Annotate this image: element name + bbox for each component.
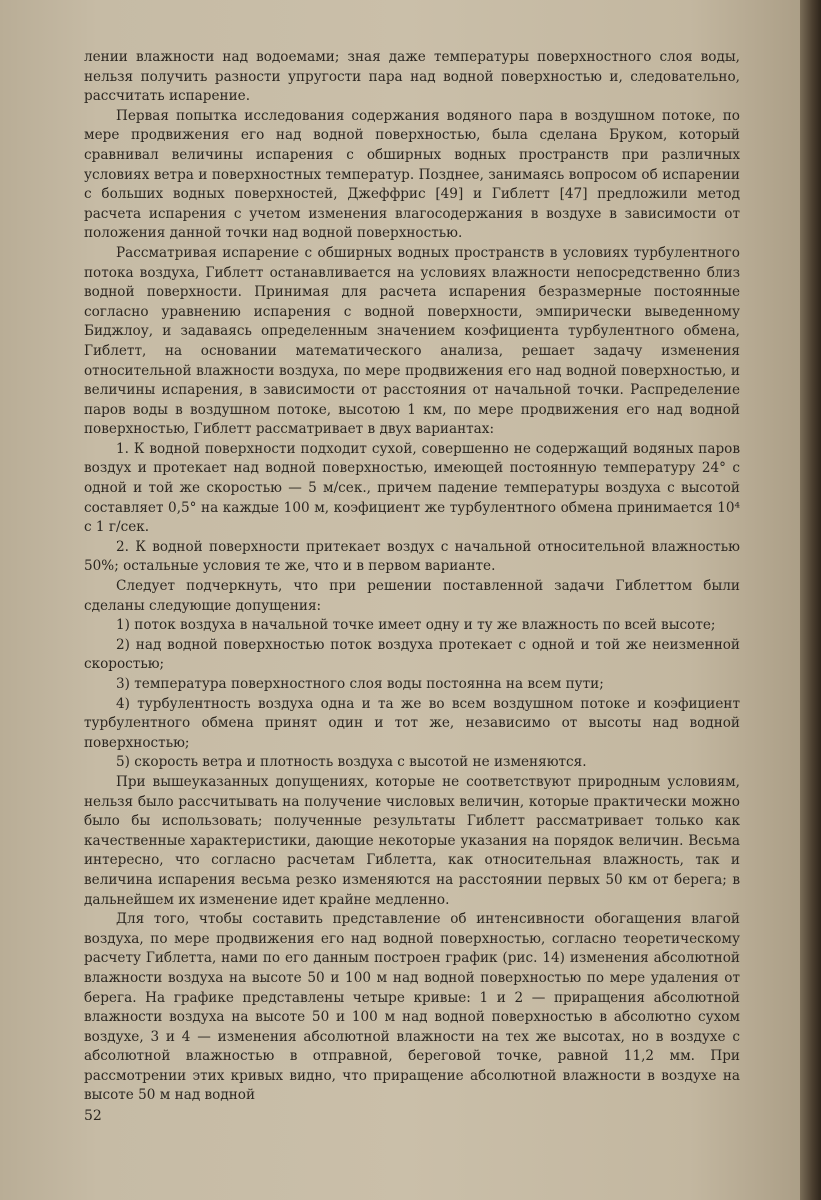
paragraph: Первая попытка исследования содержания водяного пара в воздушном потоке, по мере продвижения его над водной поверхностью, была сделана Бруком, который сравнивал величины испарения с обширных водных пространств при различных условиях ветра и поверхностных температур. Позднее, занимаясь вопросом об испарении с больших водных поверхностей, Джеффрис [49] и Гиблетт [47] предложили метод расчета испарения с учетом изменения влагосодержания в воздухе в зависимости от положения данной точки над водной поверхностью. bbox=[84, 107, 740, 242]
page-number: 52 bbox=[84, 1108, 102, 1124]
variant-1: 1. К водной поверхности подходит сухой, совершенно не содержащий водяных паров воздух и протекает над водной поверхностью, имеющей постоянную температуру 24° с одной и той же скоростью — 5 м/сек., причем падение температуры воздуха с высотой составляет 0,5° на каждые 100 м, коэфициент же турбулентного обмена принимается 10⁴ с 1 г/сек. bbox=[84, 440, 740, 536]
assumption-1: 1) поток воздуха в начальной точке имеет одну и ту же влажность по всей высоте; bbox=[116, 617, 716, 634]
assumption-5: 5) скорость ветра и плотность воздуха с высотой не изменяются. bbox=[116, 754, 587, 771]
paragraph: При вышеуказанных допущениях, которые не соответствуют природным условиям, нельзя было рассчитывать на получение числовых величин, которые практически можно было бы использовать; полученные результаты Гиблетт рассматривает только как качественные характеристики, дающие некоторые указания на порядок величин. Весьма интересно, что согласно расчетам Гиблетта, как относительная влажность, так и величина испарения весьма резко изменяются на расстоянии первых 50 км от берега; в дальнейшем их изменение идет крайне медленно. bbox=[84, 773, 740, 908]
paragraph: Рассматривая испарение с обширных водных пространств в условиях турбулентного потока воздуха, Гиблетт останавливается на условиях влажности непосредственно близ водной поверхности. Принимая для расчета испарения безразмерные постоянные согласно уравнению испарения с водной поверхности, эмпирически выведенному Биджлоу, и задаваясь определенным значением коэфициента турбулентного обмена, Гиблетт, на основании математического анализа, решает задачу изменения относительной влажности воздуха, по мере продвижения его над водной поверхностью, и величины испарения, в зависимости от расстояния от начальной точки. Распределение паров воды в воздушном потоке, высотою 1 км, по мере продвижения его над водной поверхностью, Гиблетт рассматривает в двух вариантах: bbox=[84, 244, 740, 438]
variant-2: 2. К водной поверхности притекает воздух с начальной относительной влажностью 50%; остальные условия те же, что и в первом варианте. bbox=[84, 538, 740, 575]
assumption-3: 3) температура поверхностного слоя воды постоянна на всем пути; bbox=[116, 676, 604, 692]
assumption-2: 2) над водной поверхностью поток воздуха протекает с одной и той же неизменной скоростью; bbox=[84, 636, 740, 673]
paragraph: Следует подчеркнуть, что при решении поставленной задачи Гиблеттом были сделаны следующие допущения: bbox=[84, 578, 740, 614]
page-text bbox=[84, 48, 740, 1106]
paragraph-continued: лении влажности над водоемами; зная даже температуры поверхностного слоя воды, нельзя получить разности упругости пара над водной поверхностью и, следовательно, рассчитать испарение. bbox=[84, 49, 740, 105]
page-edge bbox=[800, 0, 821, 1200]
assumption-4: 4) турбулентность воздуха одна и та же во всем воздушном потоке и коэфициент турбулентного обмена принят один и тот же, независимо от высоты над водной поверхностью; bbox=[84, 695, 740, 751]
paragraph: Для того, чтобы составить представление об интенсивности обогащения влагой воздуха, по мере продвижения его над водной поверхностью, согласно теоретическому расчету Гиблетта, нами по его данным построен график (рис. 14) изменения абсолютной влажности воздуха на высоте 50 и 100 м над водной поверхностью по мере удаления от берега. На графике представлены четыре кривые: 1 и 2 — приращения абсолютной влажности воздуха на высоте 50 и 100 м над водной поверхностью в абсолютно сухом воздухе, 3 и 4 — изменения абсолютной влажности на тех же высотах, но в воздухе с абсолютной влажностью в отправной, береговой точке, равной 11,2 мм. При рассмотрении этих кривых видно, что приращение абсолютной влажности в воздухе на высоте 50 м над водной bbox=[84, 911, 740, 1104]
